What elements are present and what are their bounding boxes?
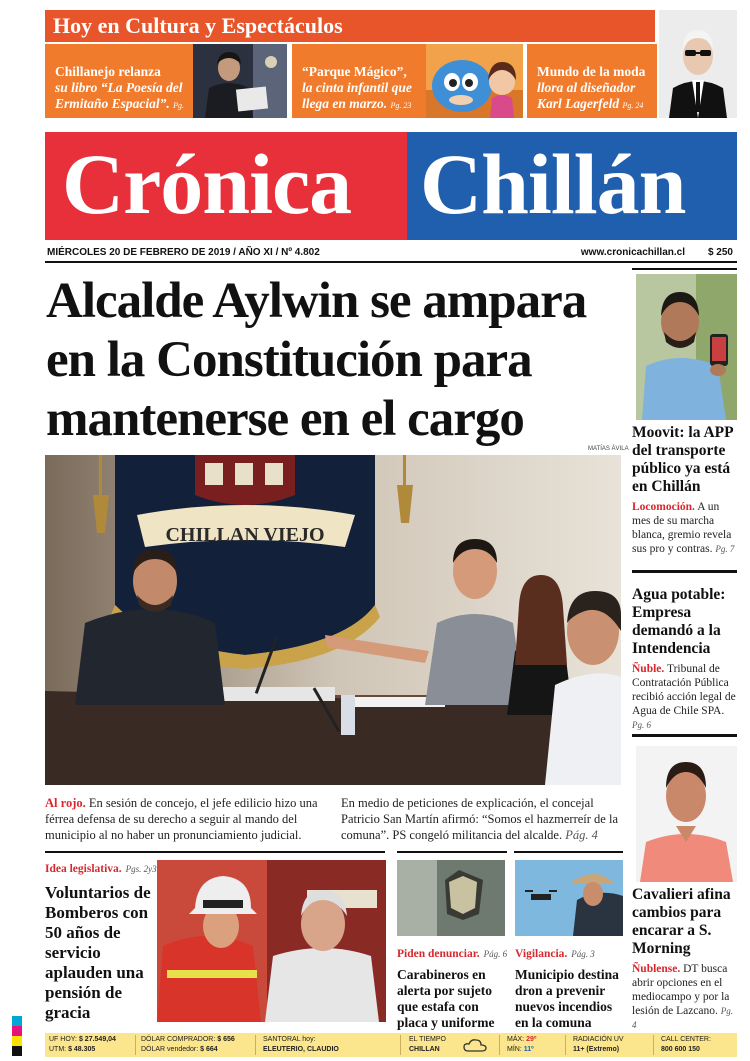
dollar-buy-value: $ 656 [217, 1036, 235, 1043]
teaser-head: Mundo de la moda [537, 64, 646, 79]
story-page: Pg. 4 [632, 1006, 734, 1030]
utm-value: $ 48.305 [68, 1046, 96, 1053]
footer-divider [499, 1035, 500, 1055]
dollar-sell-label: DÓLAR vendedor: [141, 1046, 199, 1053]
sidebar-rule [632, 268, 737, 270]
footer-divider [653, 1035, 654, 1055]
story-page: Pg. 7 [715, 544, 735, 554]
teaser-page: Pg. 24 [622, 101, 644, 110]
story-page: Pg. 6 [632, 720, 651, 730]
poet-photo [193, 44, 287, 118]
dateline-bar [45, 243, 737, 263]
story-drone[interactable] [515, 944, 627, 1031]
caption-text: En sesión de concejo, el jefe edilicio hizo una férrea defensa de su derecho a seguir al mando del municipio al no haber un pronunciamiento judicial. [45, 796, 318, 842]
sidebar-story-water[interactable] [632, 586, 737, 732]
cloud-icon [463, 1038, 487, 1054]
moovit-person-photo [636, 274, 737, 420]
story-kicker: Ñuble. [632, 663, 665, 675]
call-value: 800 600 150 [661, 1046, 700, 1053]
story-headline: Municipio destina dron a prevenir nuevos incendios en la comuna [515, 967, 619, 1030]
teaser-body: su libro “La Poesía del Ermitaño Espacial”. [55, 80, 183, 111]
caption-text: En medio de peticiones de explicación, el concejal Patricio San Martín afirmó: “Somos el hazmerreír de la comuna”. PS congeló militancia del alcalde. [341, 796, 618, 842]
footer-divider [400, 1035, 401, 1055]
caption-kicker: Al rojo. [45, 796, 86, 810]
issue-date: MIÉRCOLES 20 DE FEBRERO DE 2019 / AÑO XI / Nº 4.802 [47, 247, 320, 258]
sidebar-rule [632, 734, 737, 737]
sidebar-story-moovit[interactable] [632, 424, 737, 556]
masthead-title-chillan: Chillán [420, 136, 686, 232]
website-link[interactable]: www.cronicachillan.cl [580, 247, 685, 258]
story-headline: Cavalieri afina cambios para encarar a S. Morning [632, 886, 731, 957]
story-headline: Voluntarios de Bomberos con 50 años de servicio aplauden una pensión de gracia [45, 883, 151, 1022]
lead-caption-col2 [341, 795, 623, 843]
registration-marks [12, 1016, 22, 1056]
story-text: DT busca abrir opciones en el mediocampo y por la lesión de Lazcano. [632, 963, 730, 1017]
teaser-body: la cinta infantil que llega en marzo. [302, 80, 412, 111]
story-summary [632, 662, 737, 732]
teaser-page: Pg. 23 [390, 101, 412, 110]
uv-label: RADIACIÓN UV [573, 1036, 624, 1043]
masthead-title-cronica: Crónica [62, 136, 352, 232]
weather-city: CHILLAN [409, 1046, 440, 1053]
teaser-head: Chillanejo relanza [55, 64, 161, 79]
firefighters-photo [157, 860, 386, 1022]
banner-text: CHILLAN VIEJO [165, 524, 325, 546]
story-page: Pág. 3 [571, 949, 595, 959]
story-headline: Agua potable: Empresa demandó a la Intendencia [632, 586, 726, 657]
story-kicker: Idea legislativa. [45, 863, 122, 875]
weather-location [409, 1035, 446, 1055]
uf-label: UF HOY: [49, 1036, 78, 1043]
sidebar-story-football[interactable] [632, 886, 737, 1032]
min-value: 11º [523, 1046, 534, 1053]
uv-value: 11+ (Extremo) [573, 1046, 620, 1053]
temperatures [507, 1035, 536, 1055]
police-badge-photo [397, 860, 505, 936]
teaser-page: Pg. 21 [55, 101, 185, 128]
story-text: Tribunal de Contratación Pública recibió acción legal de Agua de Chile SPA. [632, 663, 736, 717]
story-headline: Carabineros en alerta por sujeto que estafa con placa y uniforme [397, 967, 495, 1030]
max-label: MÁX: [507, 1036, 525, 1043]
uf-utm-values [49, 1035, 116, 1055]
council-session-photo [45, 455, 621, 785]
section-rule [514, 851, 623, 853]
lead-headline[interactable]: Alcalde Aylwin se ampara en la Constitución para mantenerse en el cargo [46, 273, 587, 447]
story-text: A un mes de su marcha blanca, gremio revela sus pro y contras. [632, 501, 732, 555]
footer-divider [255, 1035, 256, 1055]
lagerfeld-photo [659, 10, 737, 118]
teaser-magic-park[interactable] [292, 44, 426, 118]
max-value: 29º [526, 1036, 537, 1043]
story-summary [632, 962, 737, 1032]
caption-page: Pág. 4 [565, 828, 598, 842]
drone-photo [515, 860, 623, 936]
weather-label: EL TIEMPO [409, 1036, 446, 1043]
dollar-values [141, 1035, 235, 1055]
teaser-head: “Parque Mágico”, [302, 64, 407, 79]
story-summary [632, 500, 737, 556]
teaser-poetry-book[interactable] [45, 44, 193, 128]
photo-credit: MATÍAS ÁVILA [588, 446, 629, 452]
animated-film-still [426, 44, 523, 118]
utm-label: UTM: [49, 1046, 67, 1053]
uf-value: $ 27.549,04 [78, 1036, 116, 1043]
story-police[interactable] [397, 944, 509, 1031]
story-kicker: Locomoción. [632, 501, 695, 513]
santoral [263, 1035, 339, 1055]
footer-divider [135, 1035, 136, 1055]
teaser-fashion[interactable] [527, 44, 657, 118]
santoral-value: ELEUTERIO, CLAUDIO [263, 1046, 339, 1053]
dollar-sell-value: $ 664 [200, 1046, 218, 1053]
price: $ 250 [707, 247, 733, 258]
santoral-label: SANTORAL hoy: [263, 1036, 316, 1043]
uv-index [573, 1035, 624, 1055]
culture-section-title: Hoy en Cultura y Espectáculos [45, 10, 655, 42]
story-kicker: Piden denunciar. [397, 948, 480, 960]
story-page: Pgs. 2y3 [125, 864, 157, 874]
footer-indicators-bar [45, 1033, 737, 1057]
story-kicker: Ñublense. [632, 963, 681, 975]
coach-photo [636, 746, 737, 882]
teaser-body: llora al diseñador Karl Lagerfeld [537, 80, 636, 111]
footer-divider [565, 1035, 566, 1055]
story-kicker: Vigilancia. [515, 948, 568, 960]
call-label: CALL CENTER: [661, 1036, 711, 1043]
dollar-buy-label: DÓLAR COMPRADOR: [141, 1036, 216, 1043]
call-center [661, 1035, 711, 1055]
story-firefighters[interactable] [45, 859, 157, 1023]
section-rule [45, 851, 385, 853]
lead-caption-col1 [45, 795, 335, 843]
story-headline: Moovit: la APP del transporte público ya está en Chillán [632, 424, 733, 495]
section-rule [397, 851, 507, 853]
sidebar-rule [632, 570, 737, 573]
min-label: MÍN: [507, 1046, 522, 1053]
story-page: Pág. 6 [483, 949, 508, 959]
